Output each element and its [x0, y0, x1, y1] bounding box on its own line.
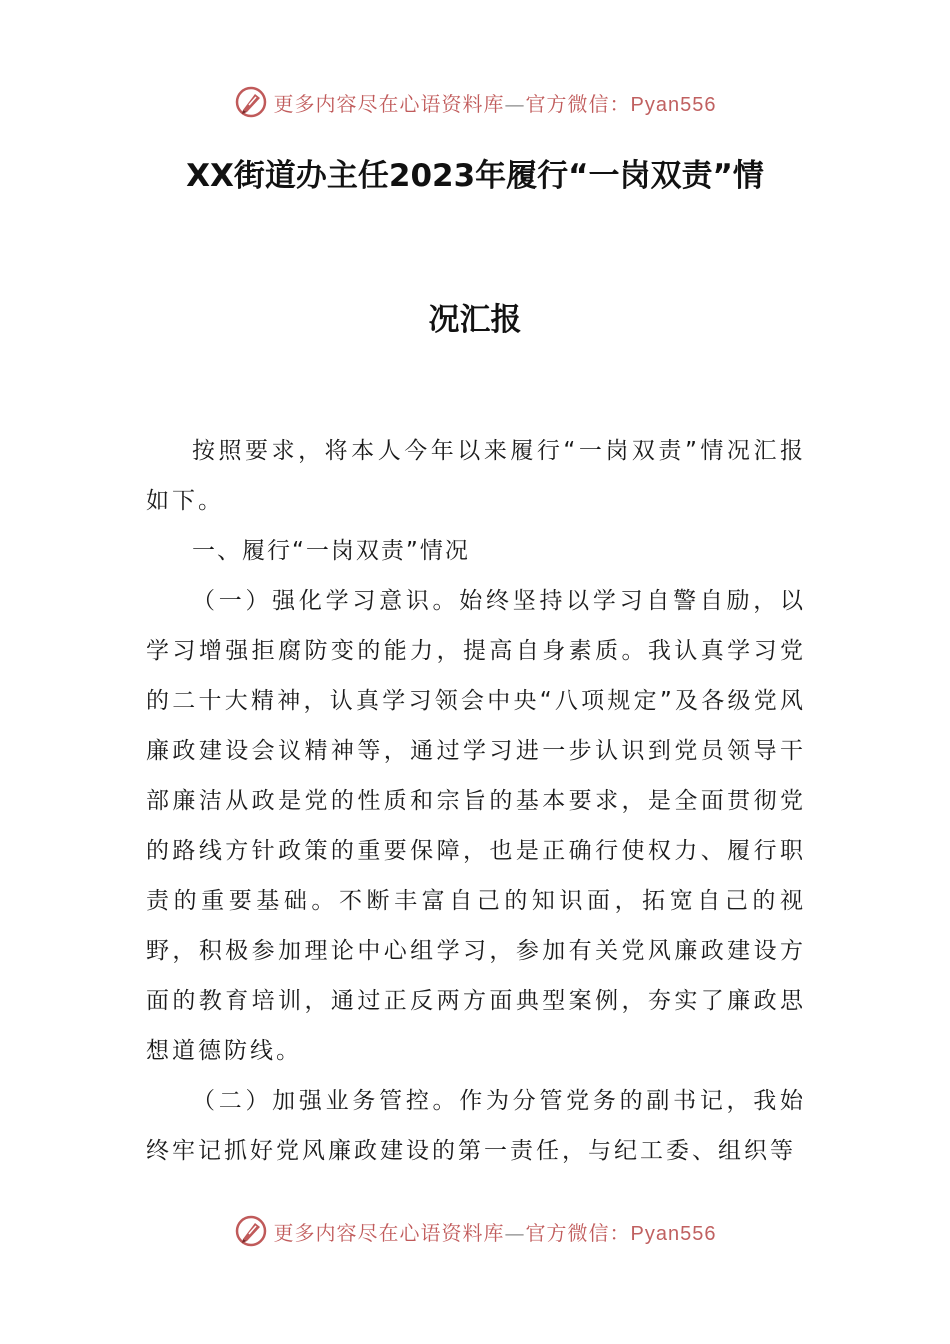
body-paragraph-business-control: （二）加强业务管控。作为分管党务的副书记，我始终牢记抓好党风廉政建设的第一责任，与纪工委、组织等 [146, 1088, 806, 1164]
document-title-line-2: 况汇报 [428, 302, 522, 338]
document-body [146, 426, 806, 1176]
watermark-banner-top [0, 82, 950, 122]
pen-nib-logo-icon [234, 1214, 268, 1248]
section-heading-1: 一、履行“一岗双责”情况 [192, 538, 470, 564]
document-title-line-1: XX街道办主任2023年履行“一岗双责”情 [186, 158, 764, 194]
watermark-text: 更多内容尽在心语资料库—官方微信：Pyan556 [273, 91, 717, 116]
watermark-banner-bottom [0, 1211, 950, 1251]
body-paragraph-learning: （一）强化学习意识。始终坚持以学习自警自励，以学习增强拒腐防变的能力，提高自身素质。我认真学习党的二十大精神，认真学习领会中央“八项规定”及各级党风廉政建设会议精神等，通过学习进一步认识到党员领导干部廉洁从政是党的性质和宗旨的基本要求，是全面贯彻党的路线方针政策的重要保障，也是正确行使权力、履行职责的重要基础。不断丰富自己的知识面，拓宽自己的视野，积极参加理论中心组学习，参加有关党风廉政建设方面的教育培训，通过正反两方面典型案例，夯实了廉政思想道德防线。 [146, 588, 806, 1064]
body-paragraph-intro: 按照要求，将本人今年以来履行“一岗双责”情况汇报如下。 [146, 438, 806, 514]
pen-nib-logo-icon [234, 85, 268, 119]
watermark-text: 更多内容尽在心语资料库—官方微信：Pyan556 [273, 1220, 717, 1245]
